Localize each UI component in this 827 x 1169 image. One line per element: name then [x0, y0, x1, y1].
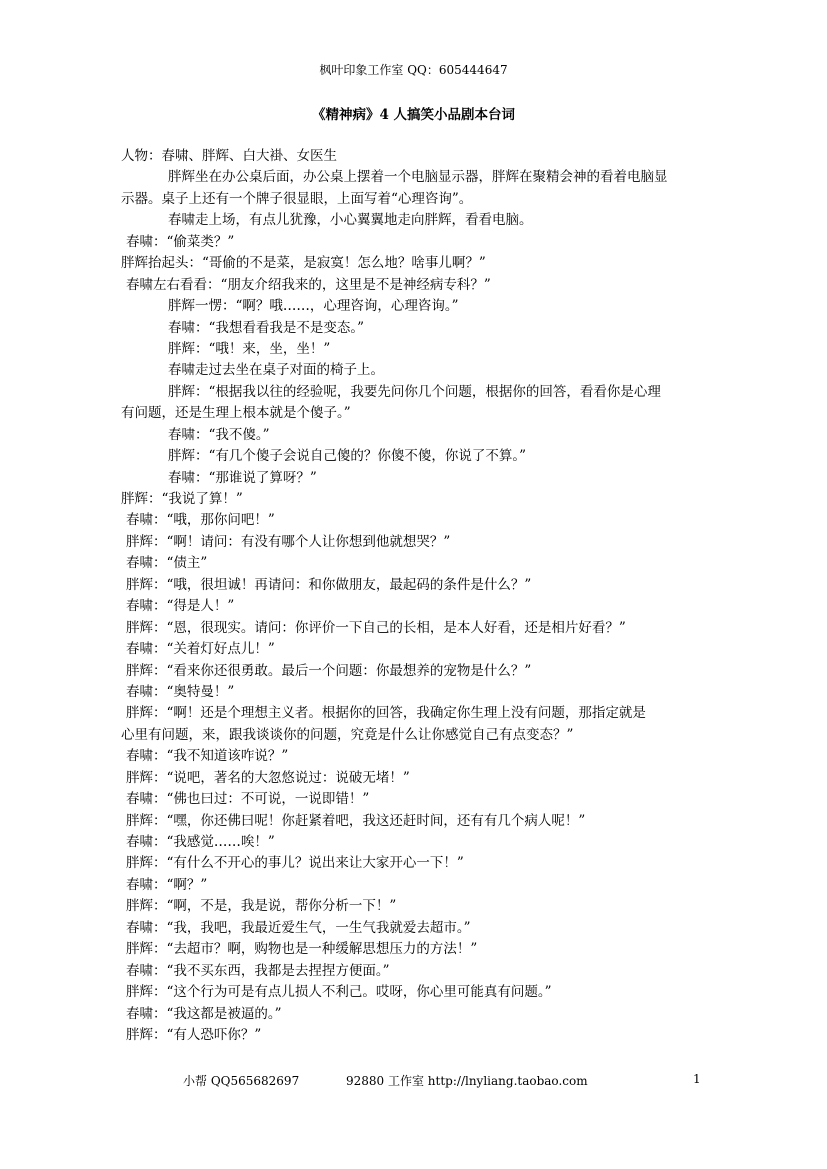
script-line: 有问题，还是生理上根本就是个傻子。” — [121, 405, 351, 422]
script-line: 春啸：“我这都是被逼的。” — [126, 1005, 282, 1022]
script-line: 春啸：“我不知道该咋说？” — [126, 748, 289, 765]
script-body — [121, 146, 706, 1046]
script-line: 胖辉坐在办公桌后面，办公桌上摆着一个电脑显示器，胖辉在聚精会神的看着电脑显 — [168, 169, 668, 186]
script-line: 春啸：“奥特曼！” — [126, 683, 235, 700]
script-line: 春啸：“啊？” — [126, 876, 208, 893]
script-line: 胖辉：“根据我以往的经验呢，我要先问你几个问题，根据你的回答，看看你是心理 — [168, 383, 661, 400]
script-line: 胖辉：“啊，不是，我是说，帮你分析一下！” — [126, 898, 397, 915]
script-line: 胖辉：“啊！还是个理想主义者。根据你的回答，我确定你生理上没有问题，那指定就是 — [126, 705, 646, 722]
script-line: 胖辉：“嘿，你还佛曰呢！你赶紧着吧，我这还赶时间，还有有几个病人呢！” — [126, 812, 586, 829]
script-line: 心里有问题，来，跟我谈谈你的问题，究竟是什么让你感觉自己有点变态？” — [121, 726, 574, 743]
script-line: 胖辉：“有什么不开心的事儿？说出来让大家开心一下！” — [126, 855, 464, 872]
script-line: 春啸左右看看：“朋友介绍我来的，这里是不是神经病专科？” — [126, 276, 491, 293]
script-line: 春啸：“佛也曰过：不可说，一说即错！” — [126, 791, 370, 808]
script-line: 春啸：“我想看看我是不是变态。” — [168, 319, 365, 336]
script-line: 胖辉：“啊！请问：有没有哪个人让你想到他就想哭？” — [126, 533, 451, 550]
script-line: 春啸：“那谁说了算呀？” — [168, 469, 317, 486]
script-line: 春啸：“我感觉……唉！” — [126, 834, 275, 850]
footer-studio: 92880 工作室 http://lnyliang.taobao.com — [346, 1074, 588, 1088]
script-line: 春啸走过去坐在桌子对面的椅子上。 — [168, 362, 384, 379]
script-line: 胖辉：“恩，很现实。请问：你评价一下自己的长相，是本人好看，还是相片好看？” — [126, 619, 626, 636]
script-line: 胖辉：“有几个傻子会说自己傻的？你傻不傻，你说了不算。” — [168, 448, 527, 465]
script-line: 春啸：“关着灯好点儿！” — [126, 641, 275, 658]
page-header: 枫叶印象工作室 QQ：605444647 — [319, 63, 508, 77]
script-line: 胖辉：“看来你还很勇敢。最后一个问题：你最想养的宠物是什么？” — [126, 662, 532, 679]
script-line: 春啸：“偷菜类？” — [126, 233, 235, 250]
script-line: 胖辉一愣：“啊？哦……，心理咨询，心理咨询。” — [168, 298, 459, 315]
script-line: 春啸：“债主” — [126, 555, 208, 572]
document-title: 《精神病》4 人搞笑小品剧本台词 — [311, 107, 516, 123]
script-line: 胖辉：“哦！来，坐，坐！” — [168, 340, 331, 357]
script-line: 春啸走上场，有点儿犹豫，小心翼翼地走向胖辉，看看电脑。 — [168, 212, 533, 229]
script-line: 胖辉：“说吧，著名的大忽悠说过：说破无堵！” — [126, 769, 410, 786]
script-line: 春啸：“我不买东西，我都是去捏捏方便面。” — [126, 962, 390, 979]
script-line: 胖辉：“这个行为可是有点儿损人不利己。哎呀，你心里可能真有问题。” — [126, 984, 552, 1001]
script-line: 春啸：“哦，那你问吧！” — [126, 512, 275, 529]
script-line: 胖辉：“去超市？啊，购物也是一种缓解思想压力的方法！” — [126, 941, 478, 958]
script-line: 春啸：“我不傻。” — [168, 426, 270, 443]
script-line: 春啸：“我，我吧，我最近爱生气，一生气我就爱去超市。” — [126, 919, 471, 936]
script-line: 春啸：“得是人！” — [126, 598, 235, 615]
footer-contact: 小帮 QQ565682697 — [183, 1074, 300, 1088]
page-number: 1 — [693, 1072, 701, 1086]
script-line: 胖辉抬起头：“哥偷的不是菜，是寂寞！怎么地？啥事儿啊？” — [121, 255, 486, 272]
script-line: 胖辉：“有人恐吓你？” — [126, 1026, 262, 1043]
script-line: 胖辉：“哦，很坦诚！再请问：和你做朋友，最起码的条件是什么？” — [126, 576, 532, 593]
script-line: 示器。桌子上还有一个牌子很显眼，上面写着“心理咨询”。 — [121, 190, 473, 207]
script-line: 胖辉：“我说了算！” — [121, 491, 243, 507]
script-line: 人物：春啸、胖辉、白大褂、女医生 — [121, 148, 337, 164]
